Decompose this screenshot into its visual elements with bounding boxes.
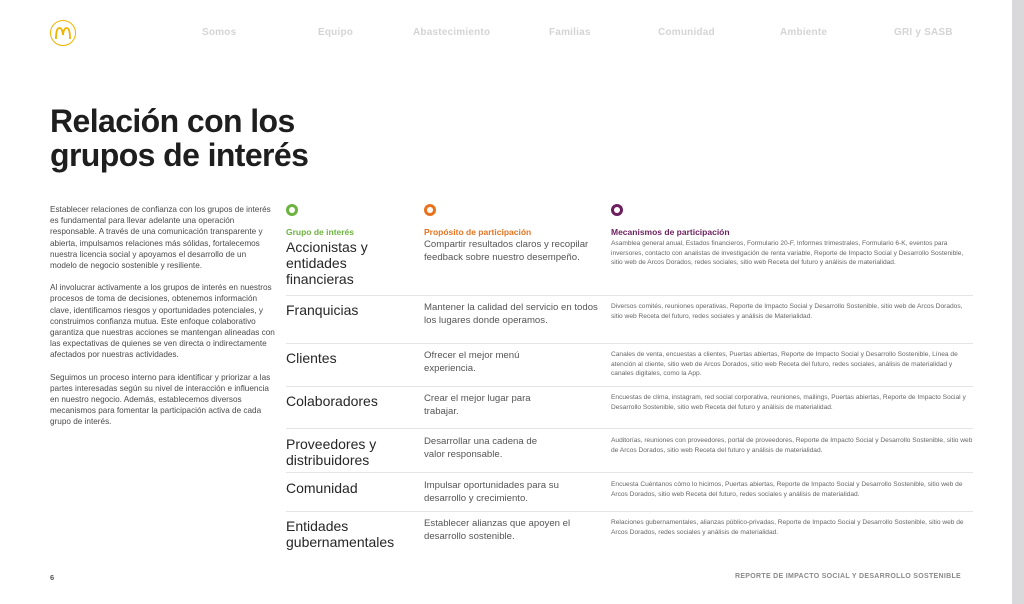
nav-item-abastecimiento[interactable]: Abastecimiento: [413, 27, 491, 38]
nav-item-gri-sasb[interactable]: GRI y SASB: [894, 27, 953, 38]
column-header-purpose: [424, 204, 531, 240]
intro-paragraph: Seguimos un proceso interno para identificar y priorizar a las partes interesadas según su nivel de interacción e influencia en nuestro negocio. Además, establecemos diversos mecanismos para fomentar la participación activa de cada grupo de interés.: [50, 372, 271, 427]
participation-mechanisms: Encuestas de clima, instagram, red social corporativa, reuniones, mailings, Puertas abiertas, Reporte de Impacto Social y Desarrollo Sostenible, sitio web Receta del futuro y análisis de materialidad.: [611, 394, 966, 411]
participation-mechanisms: Encuesta Cuéntanos cómo lo hicimos, Puertas abiertas, Reporte de Impacto Social y Desarrollo Sostenible, sitio web de Arcos Dorados, sitio web Receta del futuro, redes sociales y análisis de materialidad.: [611, 481, 963, 498]
nav-item-ambiente[interactable]: Ambiente: [780, 27, 828, 38]
participation-purpose: Establecer alianzas que apoyen el desarrollo sostenible.: [424, 518, 571, 542]
page-title-line-1: Relación con los: [50, 103, 295, 139]
column-header-group: [286, 204, 354, 240]
page-title-line-2: grupos de interés: [50, 137, 309, 173]
stakeholder-group: Clientes: [286, 350, 337, 366]
column-header-mechanisms: [611, 204, 730, 240]
stakeholder-group: Franquicias: [286, 302, 359, 318]
row-divider: [286, 295, 973, 296]
participation-mechanisms: Diversos comités, reuniones operativas, Reporte de Impacto Social y Desarrollo Sostenible, sitio web de Arcos Dorados, sitio web Receta del futuro, redes sociales y análisis de Materialidad.: [611, 303, 963, 320]
row-divider: [286, 472, 973, 473]
participation-purpose: Desarrollar una cadena de valor responsable.: [424, 436, 538, 460]
participation-mechanisms: Auditorías, reuniones con proveedores, portal de proveedores, Reporte de Impacto Social y Desarrollo Sostenible, sitio web de Arcos Dorados, sitio web Receta del futuro y análisis de materialidad.: [611, 437, 973, 454]
column-header-purpose-label: Propósito de participación: [424, 227, 532, 237]
nav-item-comunidad[interactable]: Comunidad: [658, 27, 715, 38]
intro-paragraph: Establecer relaciones de confianza con los grupos de interés es fundamental para llevar adelante una operación responsable. A través de una comunicación transparente y abierta, impulsamos relaciones más sólidas, fortalecemos nuestra licencia social y apoyamos el desarrollo de un modelo de negocio sostenible y resiliente.: [50, 205, 271, 271]
row-divider: [286, 428, 973, 429]
nav-item-equipo[interactable]: Equipo: [318, 27, 354, 38]
orange-circle-icon: [424, 204, 436, 216]
intro-text: [50, 204, 275, 439]
page-edge: [1012, 0, 1024, 604]
purple-circle-icon: [611, 204, 623, 216]
row-divider: [286, 511, 973, 512]
participation-purpose: Mantener la calidad del servicio en todos los lugares donde operamos.: [424, 302, 598, 326]
column-header-group-label: Grupo de interés: [286, 227, 355, 237]
top-navigation: [0, 27, 1012, 41]
participation-mechanisms: Asamblea general anual, Estados financieros, Formulario 20-F, Informes trimestrales, Formulario 6-K, eventos para inversores, contacto con analistas de investigación de renta variable, Reporte de Impacto Social y Desarrollo Sostenible, sitio web de Arcos Dorados, redes sociales, sitio web Receta del futuro y análisis de materialidad.: [611, 240, 964, 267]
row-divider: [286, 343, 973, 344]
participation-mechanisms: Canales de venta, encuestas a clientes, Puertas abiertas, Reporte de Impacto Social y Desarrollo Sostenible, Línea de atención al cliente, sitio web de Arcos Dorados, sitio web Receta del futuro, redes sociales, análisis de materialidad y canales digitales, como la App.: [611, 351, 958, 378]
stakeholder-group: Colaboradores: [286, 393, 378, 409]
participation-purpose: Compartir resultados claros y recopilar feedback sobre nuestro desempeño.: [424, 239, 589, 263]
intro-paragraph: Al involucrar activamente a los grupos de interés en nuestros procesos de toma de decisiones, obtenemos información clave, identificamos riesgos y oportunidades potenciales, y construimos confianza mutua. Este enfoque colaborativo garantiza que nuestras acciones se mantengan alineadas con las expectativas de quienes se ven directa o indirectamente afectados por nuestras actividades.: [50, 283, 275, 360]
green-circle-icon: [286, 204, 298, 216]
page-title: [50, 104, 308, 172]
report-title-footer: REPORTE DE IMPACTO SOCIAL Y DESARROLLO SOSTENIBLE: [734, 573, 961, 580]
stakeholder-group: Comunidad: [286, 480, 358, 496]
participation-mechanisms: Relaciones gubernamentales, alianzas público-privadas, Reporte de Impacto Social y Desarrollo Sostenible, sitio web de Arcos Dorados, redes sociales y análisis de materialidad.: [611, 519, 964, 536]
participation-purpose: Crear el mejor lugar para trabajar.: [424, 393, 531, 417]
stakeholder-group: Accionistas y entidades financieras: [286, 239, 368, 287]
participation-purpose: Ofrecer el mejor menú experiencia.: [424, 350, 520, 374]
column-header-mechanisms-label: Mecanismos de participación: [611, 227, 730, 237]
stakeholder-group: Proveedores y distribuidores: [286, 436, 377, 468]
row-divider: [286, 386, 973, 387]
stakeholder-group: Entidades gubernamentales: [286, 518, 395, 550]
nav-item-familias[interactable]: Familias: [549, 27, 591, 38]
participation-purpose: Impulsar oportunidades para su desarrollo y crecimiento.: [424, 480, 559, 504]
nav-item-somos[interactable]: Somos: [202, 27, 237, 38]
page-number: 6: [50, 573, 55, 582]
